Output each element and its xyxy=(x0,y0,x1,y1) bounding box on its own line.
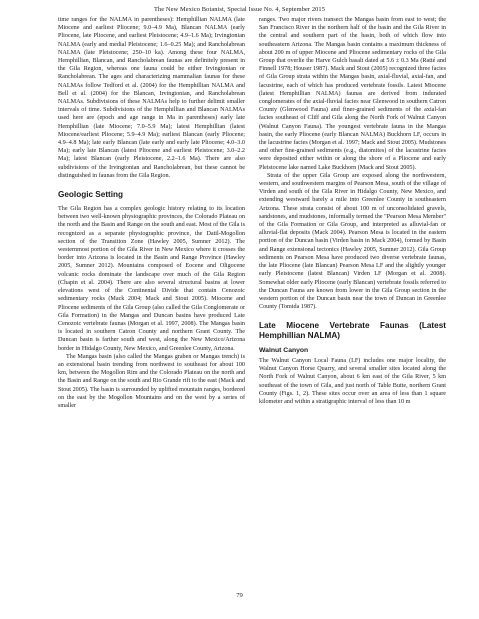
section-heading-geologic-setting: Geologic Setting xyxy=(58,190,124,200)
body-paragraph: The Gila Region has a complex geologic history relating to its location between two well-known physiographic provinces, the Colorado Plateau on the north and the Basin and Range on the south and east. Most of the Gila is recognized as a separate physiographic province, the Datil-Mogollon section of the Transition Zone (Hawley 2005, Sumner 2012). The westernmost portion of the Gila River in New Mexico where it crosses the border into Arizona is located in the Basin and Range Province (Hawley 2005, Sumner 2012). Mountains composed of Eocene and Oligocene volcanic rocks dominate the landscape over much of the Gila Region (Chapin et al. 2004). There are also several structural basins at lower elevations west of the Continental Divide that contain Cenozoic sedimentary rocks (Mack 2004; Mack and Stout 2005). Miocene and Pliocene sediments of the Gila Group (also called the Gila Conglomerate or Gila Formation) in the Mangas and Duncan basins have produced Late Cenozoic vertebrate faunas (Morgan et al. 1997, 2008). The Mangas basin is located in southern Catron County and northern Grant County. The Duncan basin is farther south and west, along the New Mexico/Arizona border in Hidalgo County, New Mexico, and Greenlee County, Arizona. xyxy=(58,206,245,352)
running-header: The New Mexico Botanist, Special Issue No. 4, September 2015 xyxy=(153,6,326,13)
body-paragraph: The Walnut Canyon Local Fauna (LF) includes one major locality, the Walnut Canyon Horse Quarry, and several smaller sites located along the North Fork of Walnut Canyon, about 6 km east of the Gila River, 5 km southeast of the town of Gila, and just north of Table Butte, northern Grant County (Figs. 1, 2). These sites occur over an area of less than 1 square kilometer and within a stratigraphic interval of less than 10 m xyxy=(259,357,446,405)
page-number: 79 xyxy=(236,592,243,599)
subheading-walnut-canyon: Walnut Canyon xyxy=(259,347,309,355)
right-column xyxy=(259,16,446,406)
body-paragraph: The Mangas basin (also called the Mangas graben or Mangas trench) is an extensional basin trending from northwest to southeast for about 100 km, between the Mogollon Rim and the Colorado Plateau on the north and the Basin and Range on the south and Rio Grande rift to the east (Mack and Stout 2005). The basin is surrounded by uplifted mountain ranges, bordered on the east by the Mogollon Mountains and on the west by a series of smaller xyxy=(58,353,245,409)
body-paragraph: time ranges for the NALMA in parentheses): Hemphillian NALMA (late Miocene and earliest Pliocene; 9.0–4.9 Ma), Blancan NALMA (early Pliocene, late Pliocene, and earliest Pleistocene; 4.9–1.6 Ma); Irvingtonian NALMA (early and medial Pleistocene; 1.6–0.25 Ma); and Rancholabrean NALMA (late Pleistocene; 250–10 ka). Among these four NALMA, Hemphillian, Blancan, and Rancholabrean faunas are definitely present in the Gila Region, whereas one fauna could be either Irvingtonian or Rancholabrean. The ages and characterizing mammalian faunas for these NALMAs follow Tedford et al. (2004) for the Hemphillian NALMA and Bell et al. (2004) for the Blancan, Irvingtonian, and Rancholabrean NALMAs. Subdivisions of these NALMAs help to further delimit smaller intervals of time. Subdivisions of the Hemphillian and Blancan NALMAs used here are (epoch and age range in Ma in parentheses) early late Hemphillian (late Miocene; 7.0–5.9 Ma); latest Hemphillian (latest Miocene/earliest Pliocene; 5.9–4.9 Ma); earliest Blancan (early Pliocene; 4.9–4.8 Ma); late early Blancan (late early and early late Pliocene; 4.0–3.0 Ma); early late Blancan (latest Pliocene and earliest Pleistocene; 3.0–2.2 Ma); latest Blancan (early Pleistocene, 2.2–1.6 Ma). There are also subdivisions of the Irvingtonian and Rancholabrean, but these cannot be distinguished in faunas from the Gila Region. xyxy=(58,17,245,179)
section-heading-late-miocene: Late Miocene Vertebrate Faunas (Latest Hemphillian NALMA) xyxy=(259,321,446,341)
left-column xyxy=(58,16,245,410)
body-paragraph: Strata of the upper Gila Group are exposed along the northwestern, western, and southwestern margins of Pearson Mesa, south of the village of Virden and south of the Gila River in Hidalgo County, New Mexico, and extending westward barely a mile into Greenlee County in southeastern Arizona. These strata consist of about 100 m of unconsolidated gravels, sandstones, and mudstones, informally termed the "Pearson Mesa Member" of the Gila Formation or Gila Group, and interpreted as alluvial-fan or alluvial-flat deposits (Mack 2004). Pearson Mesa is located in the eastern portion of the Duncan basin (Virden basin in Mack 2004), formed by Basin and Range extensional tectonics (Hawley 2005, Sumner 2012). Gila Group sediments on Pearson Mesa have produced two diverse vertebrate faunas, the late Pliocene (late Blancan) Pearson Mesa LF and the slightly younger early Pleistocene (latest Blancan) Virden LF (Morgan et al. 2008). Somewhat older early Pliocene (early Blancan) vertebrate fossils referred to the Duncan Fauna are known from lower in the Gila Group section in the western portion of the Duncan basin near the town of Duncan in Greenlee County (Tomida 1987). xyxy=(259,172,446,311)
body-paragraph: ranges. Two major rivers transect the Mangas basin from east to west; the San Francisco River in the northern half of the basin and the Gila River in the central and southern part of the basin, both of which flow into southeastern Arizona. The Mangas basin contains a maximum thickness of about 200 m of upper Miocene and Pliocene sedimentary rocks of the Gila Group that overlie the Harve Gulch basalt dated at 5.6 ± 0.3 Ma (Ratté and Finnell 1978; Houser 1987). Mack and Stout (2005) recognized three facies of Gila Group strata within the Mangas basin, axial-fluvial, axial-fan, and lacustrine, each of which has produced vertebrate fossils. Latest Miocene (latest Hemphillian NALMA) faunas are derived from indurated conglomerates of the axial-fluvial facies near Glenwood in southern Catron County (Glenwood Fauna) and finer-grained sediments of the axial-fan facies southeast of Cliff and Gila along the North Fork of Walnut Canyon (Walnut Canyon Fauna). The youngest vertebrate fauna in the Mangas basin, the early Pliocene (early Blancan NALMA) Buckhorn LF, occurs in the lacustrine facies (Morgan et al. 1997; Mack and Stout 2005). Mudstones and other fine-grained sediments (e.g., diatomites) of the lacustrine facies were deposited either within or along the shore of a Pliocene and early Pleistocene lake named Lake Buckhorn (Mack and Stout 2005). xyxy=(259,17,446,171)
